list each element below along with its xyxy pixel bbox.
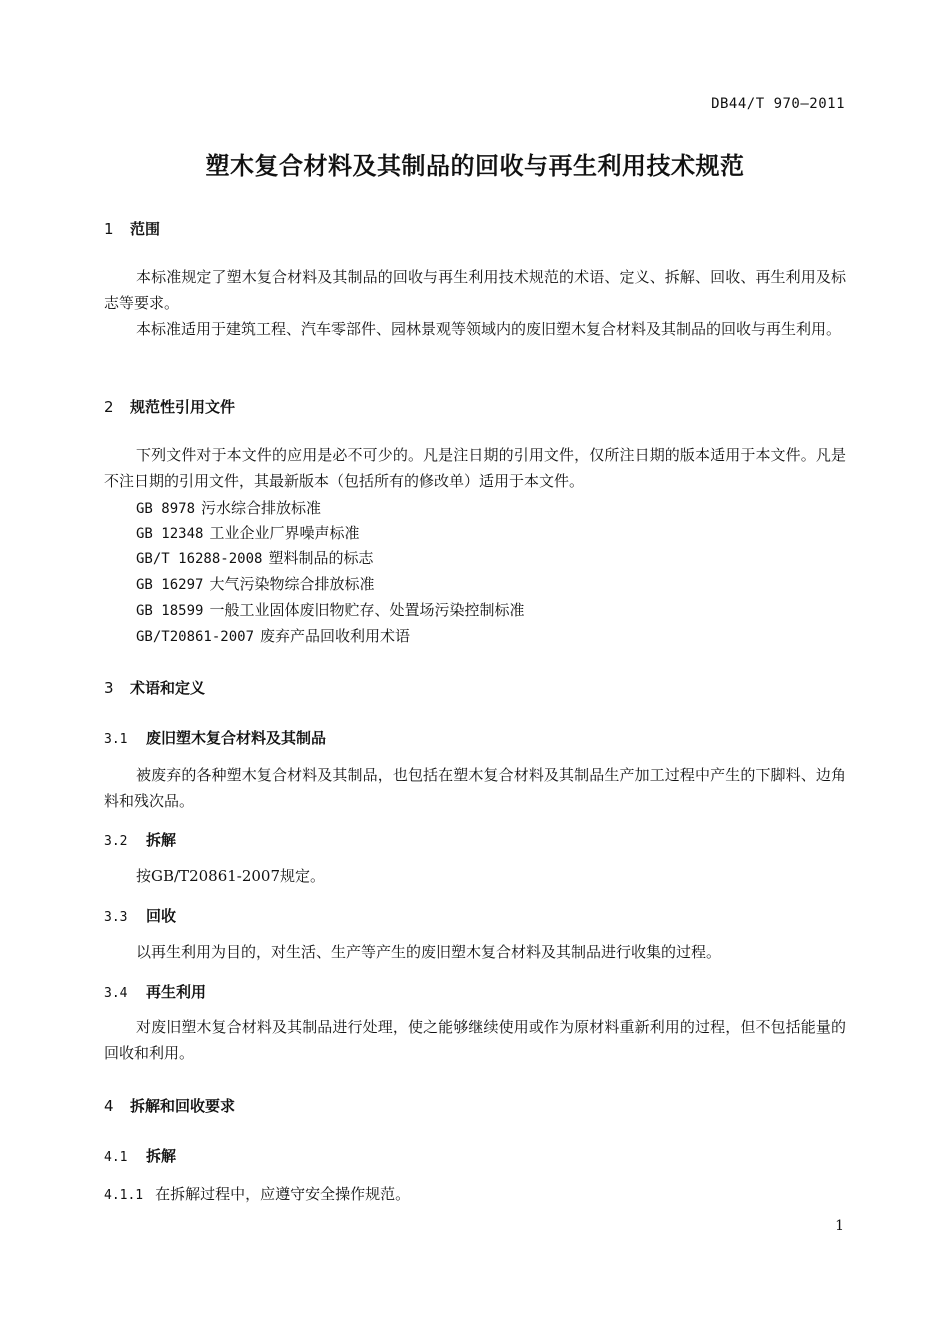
section-2-number: 2 [104, 398, 114, 416]
subsection-title: 回收 [146, 907, 177, 925]
reference-code: GB/T20861-2007 [136, 629, 255, 645]
subsection-number: 3.2 [104, 834, 128, 849]
standard-code: DB44/T 970—2011 [711, 96, 845, 112]
section-1-title: 范围 [130, 220, 161, 238]
section-2-paragraph: 下列文件对于本文件的应用是必不可少的。凡是注日期的引用文件，仅所注日期的版本适用于本文件。凡是不注日期的引用文件，其最新版本（包括所有的修改单）适用于本文件。 [104, 446, 846, 490]
clause-4-1-1 [104, 1183, 410, 1204]
reference-item [136, 547, 373, 568]
subsection-title: 拆解 [146, 1147, 177, 1165]
reference-item [136, 625, 410, 646]
section-4-number: 4 [104, 1097, 114, 1115]
subsection-3-2-heading [104, 829, 176, 850]
reference-item [136, 522, 359, 543]
subsection-3-1-text: 被废弃的各种塑木复合材料及其制品，也包括在塑木复合材料及其制品生产加工过程中产生的下脚料、边角料和残次品。 [104, 766, 846, 810]
reference-title: 塑料制品的标志 [268, 549, 374, 567]
reference-item [136, 599, 524, 620]
subsection-3-3-heading [104, 905, 176, 926]
reference-title: 工业企业厂界噪声标准 [209, 524, 360, 542]
section-4-heading [104, 1095, 235, 1116]
subsection-3-2-text: 按GB/T20861-2007规定。 [136, 867, 326, 885]
document-title: 塑木复合材料及其制品的回收与再生利用技术规范 [205, 152, 745, 180]
reference-title: 大气污染物综合排放标准 [209, 575, 375, 593]
section-1-paragraph-2: 本标准适用于建筑工程、汽车零部件、园林景观等领域内的废旧塑木复合材料及其制品的回收与再生利用。 [136, 320, 842, 338]
reference-code: GB 8978 [136, 501, 196, 517]
subsection-title: 废旧塑木复合材料及其制品 [146, 729, 327, 747]
subsection-3-4-heading [104, 981, 206, 1002]
reference-title: 废弃产品回收利用术语 [260, 627, 411, 645]
section-2-title: 规范性引用文件 [130, 398, 236, 416]
subsection-3-3-text: 以再生利用为目的，对生活、生产等产生的废旧塑木复合材料及其制品进行收集的过程。 [136, 943, 722, 961]
reference-item [136, 573, 374, 594]
clause-text: 在拆解过程中，应遵守安全操作规范。 [155, 1185, 411, 1203]
section-2-heading [104, 396, 235, 417]
subsection-4-1-heading [104, 1145, 176, 1166]
clause-number: 4.1.1 [104, 1188, 144, 1203]
section-3-number: 3 [104, 679, 114, 697]
subsection-number: 3.3 [104, 910, 128, 925]
section-3-heading [104, 677, 205, 698]
section-3-title: 术语和定义 [130, 679, 206, 697]
section-1-heading [104, 218, 160, 239]
page-number: 1 [835, 1218, 844, 1234]
reference-item [136, 497, 321, 518]
reference-title: 污水综合排放标准 [201, 499, 322, 517]
reference-title: 一般工业固体废旧物贮存、处置场污染控制标准 [209, 601, 525, 619]
subsection-3-1-heading [104, 727, 326, 748]
subsection-title: 拆解 [146, 831, 177, 849]
subsection-title: 再生利用 [146, 983, 207, 1001]
reference-code: GB/T 16288-2008 [136, 551, 263, 567]
section-1-paragraph-1: 本标准规定了塑木复合材料及其制品的回收与再生利用技术规范的术语、定义、拆解、回收、再生利用及标志等要求。 [104, 268, 846, 312]
reference-code: GB 12348 [136, 526, 204, 542]
subsection-3-4-text: 对废旧塑木复合材料及其制品进行处理，使之能够继续使用或作为原材料重新利用的过程，但不包括能量的回收和利用。 [104, 1018, 846, 1062]
reference-code: GB 16297 [136, 577, 204, 593]
section-1-number: 1 [104, 220, 114, 238]
subsection-number: 4.1 [104, 1150, 128, 1165]
subsection-number: 3.1 [104, 732, 128, 747]
section-4-title: 拆解和回收要求 [130, 1097, 236, 1115]
subsection-number: 3.4 [104, 986, 128, 1001]
reference-code: GB 18599 [136, 603, 204, 619]
